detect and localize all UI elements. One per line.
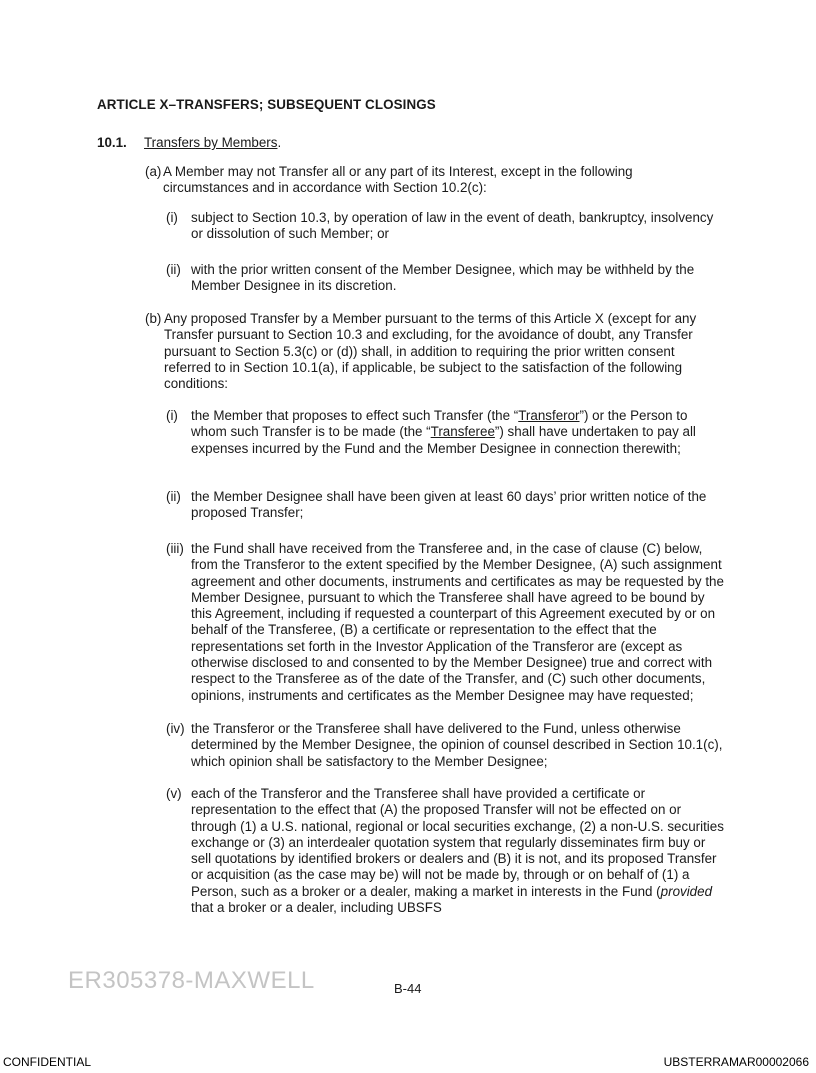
paragraph-a-i-label: (i) [166,210,178,225]
italic-provided: provided [660,883,713,899]
bates-stamp: ER305378-MAXWELL [68,967,315,994]
paragraph-b-iii [166,541,726,704]
defined-term-transferor: Transferor [518,408,580,423]
paragraph-a-ii [166,262,726,295]
paragraph-b-iv-text: the Transferor or the Transferee shall have delivered to the Fund, unless otherwise determined by the Member Designee, the opinion of counsel described in Section 10.1(c), which opinion shall be satisfactory to the Member Designee; [191,721,723,769]
paragraph-a-ii-label: (ii) [166,262,181,277]
text-run: ”) shall have undertaken to pay all expenses incurred by the Fund and the Member Designee in connection therewith; [191,424,696,456]
text-run: ”) or the Person to whom such Transfer is to be made (the “ [191,408,688,440]
paragraph-b-ii-text: the Member Designee shall have been given at least 60 days’ prior written notice of the proposed Transfer; [191,489,707,521]
text-run: the Member that proposes to effect such Transfer (the “ [191,408,519,423]
paragraph-a-i-text: subject to Section 10.3, by operation of law in the event of death, bankruptcy, insolvency or dissolution of such Member; or [191,210,714,242]
paragraph-b-ii-label: (ii) [166,489,181,504]
text-run: each of the Transferor and the Transferee shall have provided a certificate or representation to the effect that (A) the proposed Transfer will not be effected on or through (1) a U.S. national, regional or local securities exchange, (2) a non-U.S. securities exchange or (3) an interdealer quotation system that regularly disseminates firm buy or sell quotations by identified brokers or dealers and (B) it is not, and its proposed Transfer or acquisition (as the case may be) will not be made by, through or on behalf of (1) a Person, such as a broker or a dealer, making a market in interests in the Fund ( [191,786,724,899]
article-heading: ARTICLE X–TRANSFERS; SUBSEQUENT CLOSINGS [97,97,436,112]
paragraph-b-text: Any proposed Transfer by a Member pursuant to the terms of this Article X (except for any Transfer pursuant to Section 10.3 and excluding, for the avoidance of doubt, any Transfer pursuant to Section 5.3(c) or (d)) shall, in addition to requiring the prior written consent referred to in Section 10.1(a), if applicable, be subject to the satisfaction of the following conditions: [164,311,697,392]
paragraph-a-i [166,210,726,243]
paragraph-b-v [166,786,726,916]
paragraph-b-i-text [166,408,726,457]
paragraph-b [145,311,725,392]
paragraph-b-v-label: (v) [166,786,182,801]
paragraph-a-text: A Member may not Transfer all or any part of its Interest, except in the following circumstances and in accordance with Section 10.2(c): [163,164,633,196]
paragraph-b-i-label: (i) [166,408,178,423]
paragraph-a-ii-text: with the prior written consent of the Member Designee, which may be withheld by the Member Designee in its discretion. [191,262,695,294]
paragraph-b-iii-label: (iii) [166,541,184,556]
paragraph-b-ii [166,489,726,522]
section-name: Transfers by Members [144,135,278,150]
paragraph-b-v-text [166,786,726,916]
paragraph-b-i [166,408,726,457]
section-title-period: . [277,135,282,150]
section-number: 10.1. [97,135,127,150]
text-run: that a broker or a dealer, including UBSFS [191,900,442,916]
paragraph-a-label: (a) [145,164,162,179]
paragraph-b-iv [166,721,726,770]
defined-term-transferee: Transferee [430,424,495,440]
section-title [97,135,281,151]
paragraph-a [145,164,705,197]
paragraph-b-iii-text: the Fund shall have received from the Transferee and, in the case of clause (C) below, from the Transferor to the extent specified by the Member Designee, (A) such assignment agreement and other documents, instruments and certificates as may be requested by the Member Designee, pursuant to which the Transferee shall have agreed to be bound by this Agreement, including if requested a counterpart of this Agreement executed by or on behalf of the Transferee, (B) a certificate or representation to the effect that the representations set forth in the Investor Application of the Transferor are (except as otherwise disclosed to and consented to by the Member Designee) true and correct with respect to the Transferee as of the date of the Transfer, and (C) such other documents, opinions, instruments and certificates as the Member Designee may have requested; [191,541,724,703]
paragraph-b-label: (b) [145,311,162,326]
control-number: UBSTERRAMAR00002066 [663,1055,809,1069]
page-number: B-44 [394,981,422,996]
confidential-label: CONFIDENTIAL [3,1055,92,1069]
paragraph-b-iv-label: (iv) [166,721,185,736]
